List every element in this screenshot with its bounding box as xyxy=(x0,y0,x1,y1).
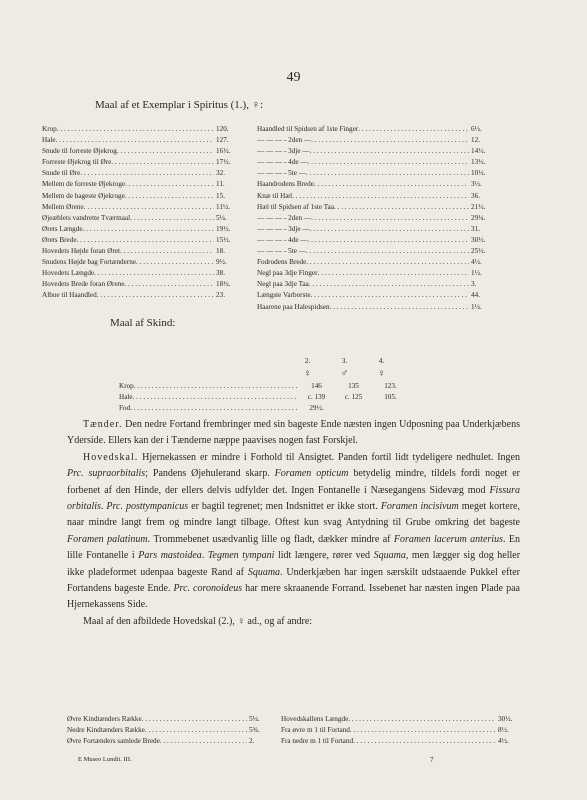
measurement-row: Hovedskallens Længde . . . 30½. xyxy=(281,714,520,725)
measurement-row: Ørets Brede . . . 15½. xyxy=(42,235,248,246)
measurement-row: Øjeæblets vandrette Tværmaal . . . 5¼. xyxy=(42,213,248,224)
measurement-row: Hovedets Brede foran Ørene . . . 18½. xyxy=(42,279,248,290)
measurement-row: Hæl til Spidsen af 1ste Taa . . . 21½. xyxy=(257,202,495,213)
measurement-row: Mellem de bageste Øjekroge . . . 15. xyxy=(42,191,248,202)
measurement-row: — — — - 5te — . . . 25½. xyxy=(257,246,495,257)
measurement-row: Mellem Ørene . . . 11½. xyxy=(42,202,248,213)
skull-measurements-right xyxy=(281,714,520,747)
measurement-row: Haandrodens Brede . . . 3½. xyxy=(257,179,495,190)
skind-sex-symbols: ♀ ♂ ♀ xyxy=(303,368,386,379)
table-row: Hale . . . c. 139 c. 125 105. xyxy=(119,392,409,403)
footer-sheet-number: 7 xyxy=(430,756,434,764)
measurement-row: — — — - 5te — . . . 10½. xyxy=(257,168,495,179)
measurement-row: — — — - 2den — . . . 29¼. xyxy=(257,213,495,224)
measurement-row: Øvre Kindtænders Række . . . 5¼. xyxy=(67,714,271,725)
body-text xyxy=(67,417,520,630)
measurement-row: Knæ til Hæl . . . 36. xyxy=(257,191,495,202)
paragraph-tander: Tænder. Den nedre Fortand frembringer med sin bageste Ende næsten ingen Udposning paa Underkjæbens Yderside. Ellers kan der i Tænderne næppe paavises nogen fast Forskjel. xyxy=(67,419,520,447)
measurement-row: Krop . . . 120. xyxy=(42,124,248,135)
measurement-row: Øvre Fortænders samlede Brede . . . 2. xyxy=(67,736,271,747)
right-measurements xyxy=(257,124,495,313)
measurement-row: — — — - 4de — . . . 30½. xyxy=(257,235,495,246)
measurement-row: Forreste Øjekrog til Øre . . . 17½. xyxy=(42,157,248,168)
table-row: Fod . . . 29½. xyxy=(119,403,409,414)
measurement-row: — — — - 4de — . . . 13½. xyxy=(257,157,495,168)
table-row: Krop . . . 146 135 123. xyxy=(119,381,409,392)
measurement-row: Negl paa 3dje Taa . . . 3. xyxy=(257,279,495,290)
heading-skind: Maal af Skind: xyxy=(110,317,176,329)
skind-table xyxy=(119,381,409,414)
measurement-row: — — — - 3dje — . . . 31. xyxy=(257,224,495,235)
measurement-row: Hale . . . 127. xyxy=(42,135,248,146)
left-measurements xyxy=(42,124,248,302)
measurement-row: Nedre Kindtænders Række . . . 5¾. xyxy=(67,725,271,736)
skull-measurements-left xyxy=(67,714,271,747)
measurement-row: Fra øvre m 1 til Fortand . . . 8½. xyxy=(281,725,520,736)
measurement-row: Haarene paa Halespidsen . . . 1½. xyxy=(257,302,495,313)
skind-column-headers: 2. 3. 4. xyxy=(304,356,385,365)
measurement-row: Ørets Længde . . . 19½. xyxy=(42,224,248,235)
measurement-row: — — — - 3dje — . . . 14½. xyxy=(257,146,495,157)
paragraph-hovedskal: Hovedskal. Hjernekassen er mindre i Forhold til Ansigtet. Panden fortil lidt tydeligere nedhulet. Ingen Prc. supraorbitalis; Pandens Øjehulerand skarp. Foramen opticum betydelig mindre, tildels fordi noget er forbenet af den Hinde, der ellers delvis udfylder det. Ingen Fontanelle i Næsegangens Sidevæg mod Fissura orbitalis. Prc. posttympanicus er bagtil tegrenet; men Indsnittet er ikke stort. Foramen incisivum meget kortere, naar mindre langt frem og mindre langt tilbage. Oftest kun svag Antydning til Grube omkring det bageste Foramen palatinum. Trommebenet usædvanlig lille og fladt, dækker mindre af Foramen lacerum anterius. En lille Fontanelle i Pars mastoidea. Tegmen tympani lidt længere, rører ved Squama, men lægger sig dog heller ikke pladeformet udenpaa bageste Rand af Squama. Underkjæben har ingen særskilt udstaaende Pukkel efter Fortandens bageste Ende. Prc. coronoideus har mere skraanende Forrand. Issebenet har næsten ingen Plade paa Hjernekassens Side. xyxy=(67,451,521,611)
measurement-row: Albue til Haandled . . . 23. xyxy=(42,290,248,301)
measurement-row: Haandled til Spidsen af 1ste Finger . . . 6½. xyxy=(257,124,495,135)
page-number: 49 xyxy=(286,70,301,85)
heading-spirit: Maal af et Exemplar i Spiritus (1.), ♀: xyxy=(95,99,264,111)
measurement-row: Snudens Højde bag Fortænderne . . . 9½. xyxy=(42,257,248,268)
measurement-row: Hovedets Længde . . . 38. xyxy=(42,268,248,279)
measurement-row: Mellem de forreste Øjekroge . . . 11. xyxy=(42,179,248,190)
measurement-row: Snude til Øre . . . 32. xyxy=(42,168,248,179)
measurement-row: Hovedets Højde foran Øret . . . 18. xyxy=(42,246,248,257)
measurement-row: Negl paa 3dje Finger . . . 1½. xyxy=(257,268,495,279)
measurement-row: Længste Varborste . . . 44. xyxy=(257,290,495,301)
measurement-row: Fra nedre m 1 til Fortand . . . 4½. xyxy=(281,736,520,747)
footer-signature: E Museo Lundii. III. xyxy=(78,756,132,763)
measurement-row: Snude til forreste Øjekrog . . . 16½. xyxy=(42,146,248,157)
paragraph-hovedskal-maal: Maal af den afbildede Hovedskal (2.), ♀ ad., og af andre: xyxy=(83,615,313,627)
measurement-row: — — — - 2den — . . . 12. xyxy=(257,135,495,146)
measurement-row: Fodrodens Brede . . . 4½. xyxy=(257,257,495,268)
